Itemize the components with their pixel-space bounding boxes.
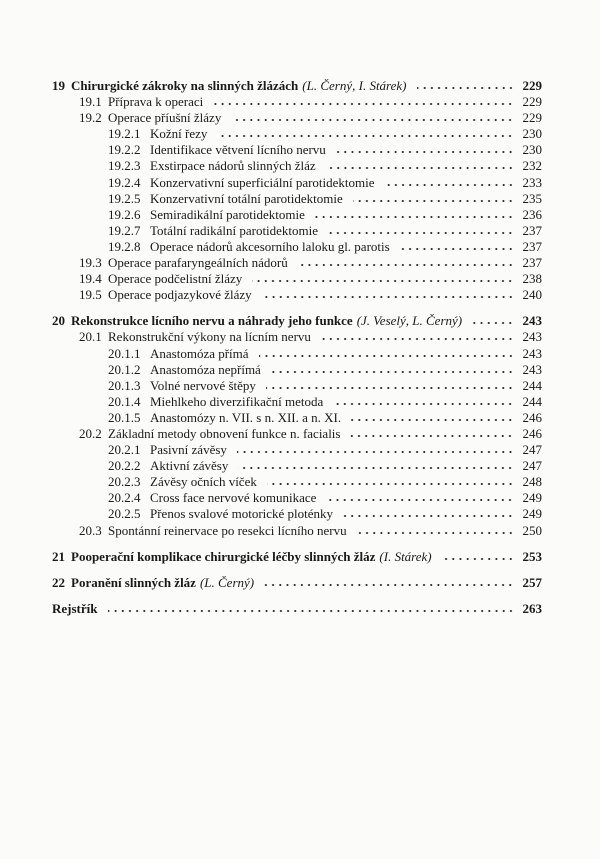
dot-leader (321, 331, 514, 341)
toc-entry (52, 94, 542, 110)
entry-number: 20 (52, 313, 65, 329)
dot-leader (231, 112, 514, 122)
toc-entry (52, 394, 542, 410)
entry-number: 19.3 (79, 255, 102, 271)
entry-title: Exstirpace nádorů slinných žláz (150, 158, 316, 174)
toc-entry (52, 255, 542, 271)
entry-page-number: 237 (522, 238, 542, 254)
entry-title: Pooperační komplikace chirurgické léčby slinných žláz (71, 548, 376, 564)
toc-entry (52, 175, 542, 191)
entry-page-number: 250 (522, 522, 542, 538)
dot-leader (217, 128, 514, 138)
toc-chapter-entry (52, 549, 542, 565)
dot-leader (442, 551, 514, 561)
entry-number: 20.1.4 (108, 393, 141, 409)
dot-leader (417, 80, 515, 90)
dot-leader (266, 380, 514, 390)
entry-title: Kožní řezy (150, 126, 208, 142)
entry-page-number: 247 (522, 442, 542, 458)
dot-leader (357, 525, 514, 535)
toc-chapter-entry (52, 575, 542, 591)
entry-number: 19.2.5 (108, 190, 141, 206)
entry-page-number: 243 (522, 361, 542, 377)
entry-title: Totální radikální parotidektomie (150, 222, 319, 238)
toc-entry (52, 287, 542, 303)
entry-number: 19 (52, 78, 65, 93)
dot-leader (108, 603, 515, 613)
entry-number: 20.1.1 (108, 345, 141, 361)
dot-leader (213, 96, 514, 106)
entry-number: 19.2.3 (108, 158, 141, 174)
dot-leader (336, 144, 514, 154)
dot-leader (238, 460, 514, 470)
dot-leader (326, 160, 514, 170)
toc-entry (52, 442, 542, 458)
entry-title: Rekonstrukční výkony na lícním nervu (108, 329, 311, 345)
dot-leader (267, 476, 514, 486)
toc-entry (52, 346, 542, 362)
toc-entry (52, 223, 542, 239)
dot-leader (264, 577, 514, 587)
entry-page-number: 257 (522, 574, 542, 590)
entry-page-number: 229 (522, 110, 542, 126)
dot-leader (262, 289, 514, 299)
toc-entry (52, 378, 542, 394)
entry-page-number: 236 (522, 206, 542, 222)
entry-page-number: 237 (522, 222, 542, 238)
dot-leader (298, 257, 514, 267)
dot-leader (315, 209, 514, 219)
entry-number: 20.2.3 (108, 474, 141, 490)
toc-entry (52, 142, 542, 158)
entry-page-number: 229 (522, 78, 542, 93)
entry-author: (L. Černý) (199, 574, 255, 590)
entry-page-number: 240 (522, 287, 542, 303)
entry-author: (I. Stárek) (379, 548, 432, 564)
dot-leader (252, 273, 514, 283)
toc-entry (52, 110, 542, 126)
dot-leader (333, 396, 514, 406)
table-of-contents (52, 78, 542, 617)
entry-author: (L. Černý, I. Stárek) (302, 78, 407, 93)
toc-entry (52, 207, 542, 223)
dot-leader (237, 444, 514, 454)
entry-number: 20.2.5 (108, 506, 141, 522)
entry-number: 19.2.2 (108, 142, 141, 158)
entry-page-number: 243 (522, 313, 542, 329)
entry-number: 19.2.8 (108, 238, 141, 254)
entry-number: 20.2.1 (108, 442, 141, 458)
entry-number: 20.1 (79, 329, 102, 345)
entry-title: Konzervativní superficiální parotidektomie (150, 174, 375, 190)
entry-page-number: 263 (522, 600, 542, 616)
toc-chapter-entry (52, 78, 542, 94)
dot-leader (351, 412, 514, 422)
entry-number: 19.4 (79, 271, 102, 287)
toc-chapter-entry (52, 313, 542, 329)
toc-entry (52, 239, 542, 255)
entry-title: Operace podčelistní žlázy (108, 271, 243, 287)
toc-entry (52, 329, 542, 345)
entry-page-number: 233 (522, 174, 542, 190)
entry-page-number: 237 (522, 255, 542, 271)
toc-entry (52, 474, 542, 490)
entry-title: Operace příušní žlázy (108, 110, 222, 126)
entry-page-number: 235 (522, 190, 542, 206)
toc-entry (52, 523, 542, 539)
entry-title: Pasivní závěsy (150, 442, 227, 458)
entry-number: 19.2.1 (108, 126, 141, 142)
entry-title: Cross face nervové komunikace (150, 490, 317, 506)
entry-number: 19.1 (79, 94, 102, 110)
dot-leader (271, 364, 514, 374)
entry-page-number: 246 (522, 409, 542, 425)
entry-page-number: 230 (522, 126, 542, 142)
entry-number: 20.2.2 (108, 458, 141, 474)
entry-number: 20.3 (79, 522, 102, 538)
entry-page-number: 246 (522, 425, 542, 441)
entry-number: 22 (52, 574, 65, 590)
entry-page-number: 247 (522, 458, 542, 474)
dot-leader (472, 315, 514, 325)
dot-leader (353, 193, 514, 203)
entry-page-number: 244 (522, 393, 542, 409)
entry-author: (J. Veselý, L. Černý) (356, 313, 463, 329)
toc-entry (52, 126, 542, 142)
toc-entry (52, 362, 542, 378)
dot-leader (343, 508, 514, 518)
entry-number: 20.2.4 (108, 490, 141, 506)
dot-leader (400, 241, 514, 251)
entry-page-number: 238 (522, 271, 542, 287)
toc-entry (52, 458, 542, 474)
entry-number: 19.2 (79, 110, 102, 126)
entry-title: Operace parafaryngeálních nádorů (108, 255, 288, 271)
entry-number: 20.2 (79, 425, 102, 441)
entry-page-number: 249 (522, 506, 542, 522)
entry-title: Miehlkeho diverzifikační metoda (150, 393, 324, 409)
entry-title: Spontánní reinervace po resekci lícního nervu (108, 522, 347, 538)
entry-title: Operace podjazykové žlázy (108, 287, 252, 303)
entry-title: Rejstřík (52, 600, 98, 616)
entry-title: Příprava k operaci (108, 94, 204, 110)
entry-title: Anastomózy n. VII. s n. XII. a n. XI. (150, 409, 342, 425)
entry-page-number: 253 (522, 548, 542, 564)
entry-page-number: 243 (522, 345, 542, 361)
dot-leader (385, 177, 514, 187)
entry-number: 20.1.3 (108, 377, 141, 393)
entry-title: Přenos svalové motorické ploténky (150, 506, 334, 522)
entry-number: 19.2.4 (108, 174, 141, 190)
entry-page-number: 230 (522, 142, 542, 158)
toc-chapter-entry (52, 601, 542, 617)
entry-page-number: 244 (522, 377, 542, 393)
dot-leader (259, 348, 514, 358)
entry-title: Rekonstrukce lícního nervu a náhrady jeho funkce (71, 313, 353, 329)
entry-title: Závěsy očních víček (150, 474, 257, 490)
entry-title: Konzervativní totální parotidektomie (150, 190, 343, 206)
entry-number: 20.1.5 (108, 409, 141, 425)
entry-number: 19.5 (79, 287, 102, 303)
entry-page-number: 248 (522, 474, 542, 490)
entry-page-number: 249 (522, 490, 542, 506)
toc-entry (52, 490, 542, 506)
dot-leader (326, 492, 514, 502)
toc-entry (52, 410, 542, 426)
toc-entry (52, 191, 542, 207)
entry-number: 19.2.7 (108, 222, 141, 238)
entry-title: Poranění slinných žláz (71, 574, 196, 590)
entry-title: Aktivní závěsy (150, 458, 229, 474)
dot-leader (350, 428, 514, 438)
entry-title: Anastomóza nepřímá (150, 361, 261, 377)
entry-title: Identifikace větvení lícního nervu (150, 142, 326, 158)
entry-title: Volné nervové štěpy (150, 377, 256, 393)
entry-title: Základní metody obnovení funkce n. facialis (108, 425, 341, 441)
toc-entry (52, 158, 542, 174)
entry-title: Anastomóza přímá (150, 345, 249, 361)
entry-page-number: 243 (522, 329, 542, 345)
toc-entry (52, 506, 542, 522)
entry-number: 21 (52, 548, 65, 564)
dot-leader (328, 225, 514, 235)
entry-page-number: 232 (522, 158, 542, 174)
entry-number: 20.1.2 (108, 361, 141, 377)
entry-number: 19.2.6 (108, 206, 141, 222)
entry-page-number: 229 (522, 94, 542, 110)
toc-entry (52, 271, 542, 287)
entry-title: Semiradikální parotidektomie (150, 206, 305, 222)
entry-title: Operace nádorů akcesorního laloku gl. parotis (150, 238, 390, 254)
toc-entry (52, 426, 542, 442)
entry-title: Chirurgické zákroky na slinných žlázách (71, 78, 299, 93)
